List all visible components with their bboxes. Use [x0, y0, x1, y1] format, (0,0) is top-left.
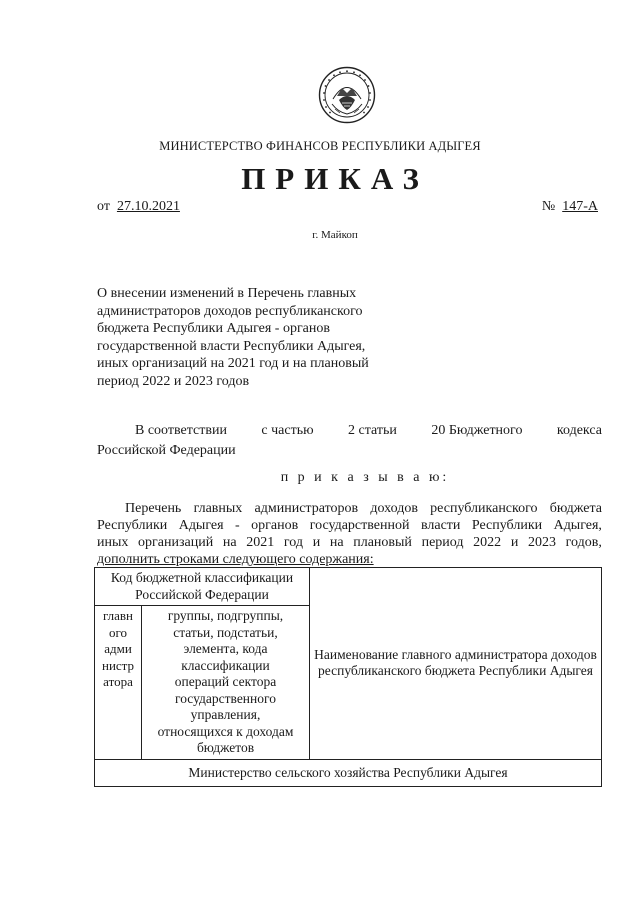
body-word: органов	[251, 518, 299, 533]
admin-code-header-cell: главн ого адми нистр атора	[95, 606, 142, 760]
legal-basis	[97, 421, 602, 461]
body-word: иных	[97, 535, 129, 550]
basis-word: с частью	[261, 423, 314, 438]
body-word: год	[283, 535, 304, 550]
date-prefix: от	[97, 199, 110, 214]
number-prefix: №	[541, 199, 556, 214]
body-word: на	[329, 535, 344, 550]
body-word: организаций	[138, 535, 214, 550]
body-word: Республики	[97, 518, 168, 533]
body-word: плановый	[353, 535, 412, 550]
revenue-code-header-cell: группы, подгруппы, статьи, подстатьи, элемента, кода классификации операций сектора государственного управления, относящихся к доходам бюджетов	[142, 606, 310, 760]
admin-name-header-cell: Наименование главного администратора доходов республиканского бюджета Республики Адыгея	[310, 568, 602, 760]
section-row-ministry: Министерство сельского хозяйства Республики Адыгея	[95, 759, 602, 787]
subject-line: иных организаций на 2021 год и на плановый	[97, 356, 369, 371]
body-word: администраторов	[254, 501, 359, 516]
body-word: Адыгея,	[553, 518, 602, 533]
body-word: Республики	[471, 518, 543, 533]
body-word: главных	[193, 501, 243, 516]
kbk-header-cell: Код бюджетной классификации Российской Федерации	[95, 568, 310, 606]
body-word: годов,	[565, 535, 602, 550]
city-name: г. Майкоп	[312, 229, 358, 241]
document-title: ПРИКАЗ	[241, 161, 429, 196]
order-body	[97, 500, 602, 568]
order-date	[97, 199, 180, 215]
subject-line: государственной власти Республики Адыгея,	[97, 338, 366, 354]
body-line	[97, 500, 602, 517]
order-subject	[97, 285, 385, 390]
body-word: доходов	[370, 501, 418, 516]
body-line	[97, 534, 602, 551]
body-word: государственной	[309, 518, 410, 533]
body-word: власти	[420, 518, 461, 533]
subject-line: администраторов доходов республиканского	[97, 303, 363, 319]
body-word: 2023	[527, 535, 556, 550]
basis-word: кодекса	[556, 423, 602, 438]
body-word: период	[421, 535, 464, 550]
ministry-name: МИНИСТЕРСТВО ФИНАНСОВ РЕСПУБЛИКИ АДЫГЕЯ	[159, 139, 481, 153]
body-word: и	[510, 535, 519, 550]
body-word: Перечень	[125, 501, 182, 516]
subject-line: период 2022 и 2023 годов	[97, 373, 250, 389]
body-word: 2022	[473, 535, 502, 550]
body-word: 2021	[246, 535, 275, 550]
body-word: республиканского	[430, 501, 538, 516]
basis-word: 20 Бюджетного	[431, 423, 523, 438]
basis-word: В соответствии	[135, 423, 227, 438]
subject-line: О внесении изменений в Перечень главных	[97, 286, 357, 301]
republic-emblem-icon	[318, 66, 376, 124]
date-value: 27.10.2021	[116, 199, 180, 214]
body-word: -	[235, 518, 240, 533]
body-word: бюджета	[549, 501, 602, 516]
basis-word: 2 статьи	[348, 423, 397, 438]
basis-line: Российской Федерации	[97, 443, 236, 458]
body-line-last: дополнить строками следующего содержания:	[97, 552, 374, 567]
body-word: и	[312, 535, 321, 550]
body-word: на	[222, 535, 237, 550]
subject-line: бюджета Республики Адыгея - органов	[97, 321, 331, 336]
number-value: 147-А	[562, 199, 598, 214]
order-directive: п р и к а з ы в а ю:	[280, 470, 450, 485]
body-line	[97, 517, 602, 534]
budget-classification-table	[94, 567, 602, 787]
body-word: Адыгея	[178, 518, 224, 533]
order-number	[542, 199, 598, 215]
